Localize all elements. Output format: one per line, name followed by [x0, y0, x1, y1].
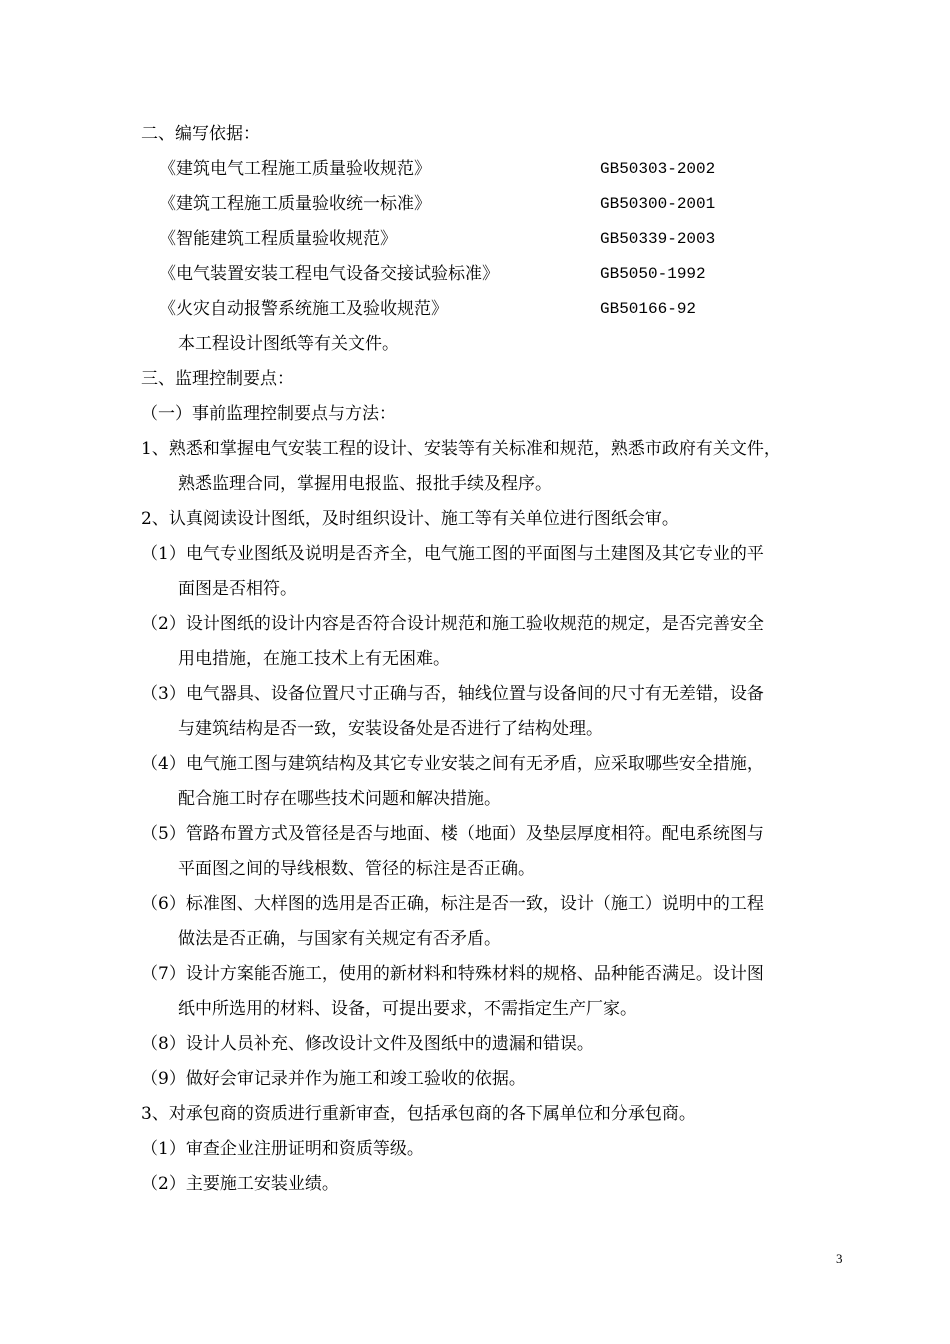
item1-line1: 1、熟悉和掌握电气安装工程的设计、安装等有关标准和规范，熟悉市政府有关文件，: [141, 439, 781, 459]
standard-code: GB5050-1992: [600, 265, 706, 283]
standard-code: GB50339-2003: [600, 230, 716, 248]
list-item: （7）设计方案能否施工，使用的新材料和特殊材料的规格、品种能否满足。设计图: [141, 964, 764, 984]
item2-text: 2、认真阅读设计图纸，及时组织设计、施工等有关单位进行图纸会审。: [141, 509, 679, 529]
list-item: （9）做好会审记录并作为施工和竣工验收的依据。: [141, 1069, 526, 1089]
list-item: （6）标准图、大样图的选用是否正确，标注是否一致，设计（施工）说明中的工程: [141, 894, 764, 914]
section2-heading: 二、编写依据：: [141, 124, 260, 144]
standard-title: 《建筑工程施工质量验收统一标准》: [159, 194, 431, 214]
section2-note: 本工程设计图纸等有关文件。: [178, 334, 399, 354]
standard-title: 《火灾自动报警系统施工及验收规范》: [159, 299, 448, 319]
list-item-continuation: 与建筑结构是否一致，安装设备处是否进行了结构处理。: [178, 719, 603, 739]
list-item: （2）主要施工安装业绩。: [141, 1174, 339, 1194]
list-item-continuation: 用电措施，在施工技术上有无困难。: [178, 649, 450, 669]
standard-title: 《电气装置安装工程电气设备交接试验标准》: [159, 264, 499, 284]
list-item: （8）设计人员补充、修改设计文件及图纸中的遗漏和错误。: [141, 1034, 594, 1054]
list-item: （5）管路布置方式及管径是否与地面、楼（地面）及垫层厚度相符。配电系统图与: [141, 824, 764, 844]
section3-heading: 三、监理控制要点：: [141, 369, 294, 389]
list-item-continuation: 面图是否相符。: [178, 579, 297, 599]
list-item: （3）电气器具、设备位置尺寸正确与否，轴线位置与设备间的尺寸有无差错，设备: [141, 684, 764, 704]
item1-line2: 熟悉监理合同，掌握用电报监、报批手续及程序。: [178, 474, 552, 494]
standard-code: GB50166-92: [600, 300, 697, 318]
item3-text: 3、对承包商的资质进行重新审查，包括承包商的各下属单位和分承包商。: [141, 1104, 696, 1124]
standard-title: 《建筑电气工程施工质量验收规范》: [159, 159, 431, 179]
list-item-continuation: 平面图之间的导线根数、管径的标注是否正确。: [178, 859, 535, 879]
list-item-continuation: 配合施工时存在哪些技术问题和解决措施。: [178, 789, 501, 809]
list-item-continuation: 纸中所选用的材料、设备，可提出要求，不需指定生产厂家。: [178, 999, 637, 1019]
subsection-heading: （一）事前监理控制要点与方法：: [141, 404, 396, 424]
standard-code: GB50303-2002: [600, 160, 716, 178]
standard-title: 《智能建筑工程质量验收规范》: [159, 229, 397, 249]
list-item: （2）设计图纸的设计内容是否符合设计规范和施工验收规范的规定，是否完善安全: [141, 614, 764, 634]
list-item: （1）电气专业图纸及说明是否齐全，电气施工图的平面图与土建图及其它专业的平: [141, 544, 764, 564]
list-item: （1）审查企业注册证明和资质等级。: [141, 1139, 424, 1159]
list-item-continuation: 做法是否正确，与国家有关规定有否矛盾。: [178, 929, 501, 949]
standard-code: GB50300-2001: [600, 195, 716, 213]
list-item: （4）电气施工图与建筑结构及其它专业安装之间有无矛盾，应采取哪些安全措施，: [141, 754, 764, 774]
page-number: 3: [836, 1251, 843, 1266]
